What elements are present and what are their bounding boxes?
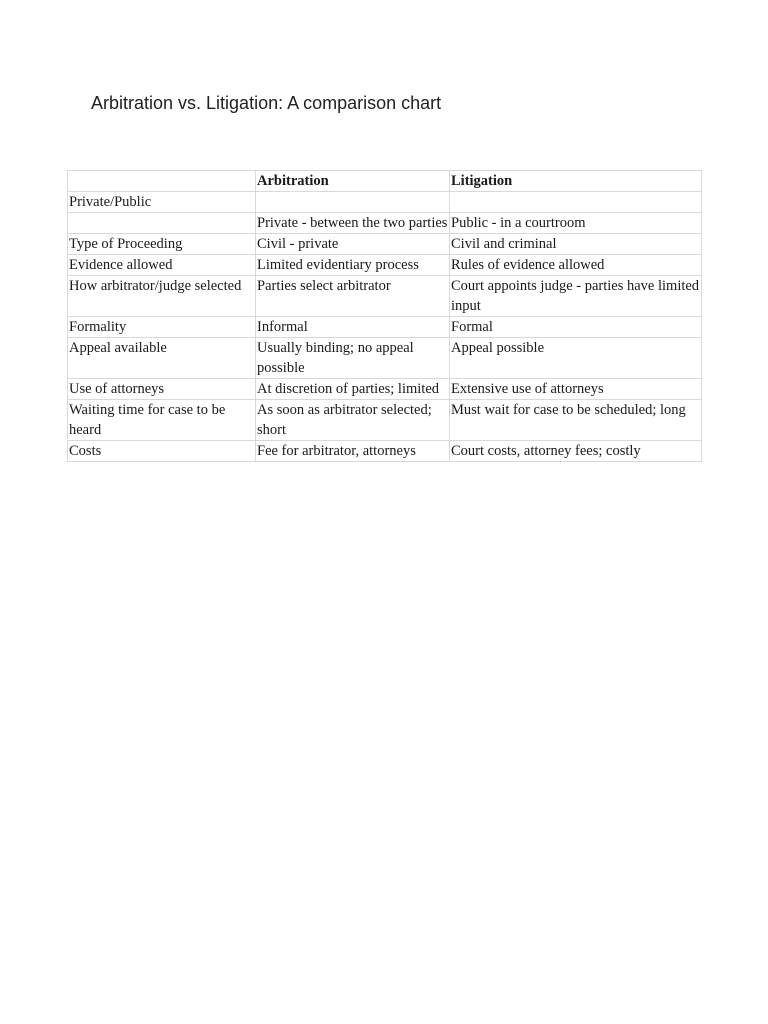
arbitration-cell: Limited evidentiary process <box>256 255 450 276</box>
arbitration-cell: Fee for arbitrator, attorneys <box>256 441 450 462</box>
row-label-cell: Waiting time for case to be heard <box>68 400 256 441</box>
arbitration-cell: Usually binding; no appeal possible <box>256 338 450 379</box>
arbitration-cell: At discretion of parties; limited <box>256 379 450 400</box>
litigation-cell: Court costs, attorney fees; costly <box>450 441 702 462</box>
row-label-cell: Formality <box>68 317 256 338</box>
row-label-cell <box>68 213 256 234</box>
table-row <box>68 317 702 338</box>
row-label-cell: Evidence allowed <box>68 255 256 276</box>
arbitration-cell: Civil - private <box>256 234 450 255</box>
comparison-table <box>67 170 702 462</box>
litigation-cell: Rules of evidence allowed <box>450 255 702 276</box>
arbitration-cell: Parties select arbitrator <box>256 276 450 317</box>
table-row <box>68 234 702 255</box>
table-row <box>68 276 702 317</box>
table-row <box>68 213 702 234</box>
litigation-cell: Court appoints judge - parties have limited input <box>450 276 702 317</box>
arbitration-cell <box>256 192 450 213</box>
arbitration-cell: Private - between the two parties <box>256 213 450 234</box>
arbitration-cell: As soon as arbitrator selected; short <box>256 400 450 441</box>
row-label-cell: Appeal available <box>68 338 256 379</box>
table-row <box>68 255 702 276</box>
litigation-cell: Formal <box>450 317 702 338</box>
litigation-cell: Public - in a courtroom <box>450 213 702 234</box>
row-label-cell: Type of Proceeding <box>68 234 256 255</box>
litigation-cell: Must wait for case to be scheduled; long <box>450 400 702 441</box>
table-row <box>68 338 702 379</box>
table-row <box>68 379 702 400</box>
litigation-cell: Appeal possible <box>450 338 702 379</box>
row-label-cell: Costs <box>68 441 256 462</box>
table-header-row <box>68 171 702 192</box>
litigation-cell: Extensive use of attorneys <box>450 379 702 400</box>
table-row <box>68 441 702 462</box>
header-cell-litigation: Litigation <box>450 171 702 192</box>
table-row <box>68 400 702 441</box>
row-label-cell: Private/Public <box>68 192 256 213</box>
header-cell-arbitration: Arbitration <box>256 171 450 192</box>
arbitration-cell: Informal <box>256 317 450 338</box>
litigation-cell <box>450 192 702 213</box>
row-label-cell: Use of attorneys <box>68 379 256 400</box>
litigation-cell: Civil and criminal <box>450 234 702 255</box>
table-row <box>68 192 702 213</box>
row-label-cell: How arbitrator/judge selected <box>68 276 256 317</box>
header-cell-criteria <box>68 171 256 192</box>
page-title: Arbitration vs. Litigation: A comparison chart <box>91 93 442 113</box>
